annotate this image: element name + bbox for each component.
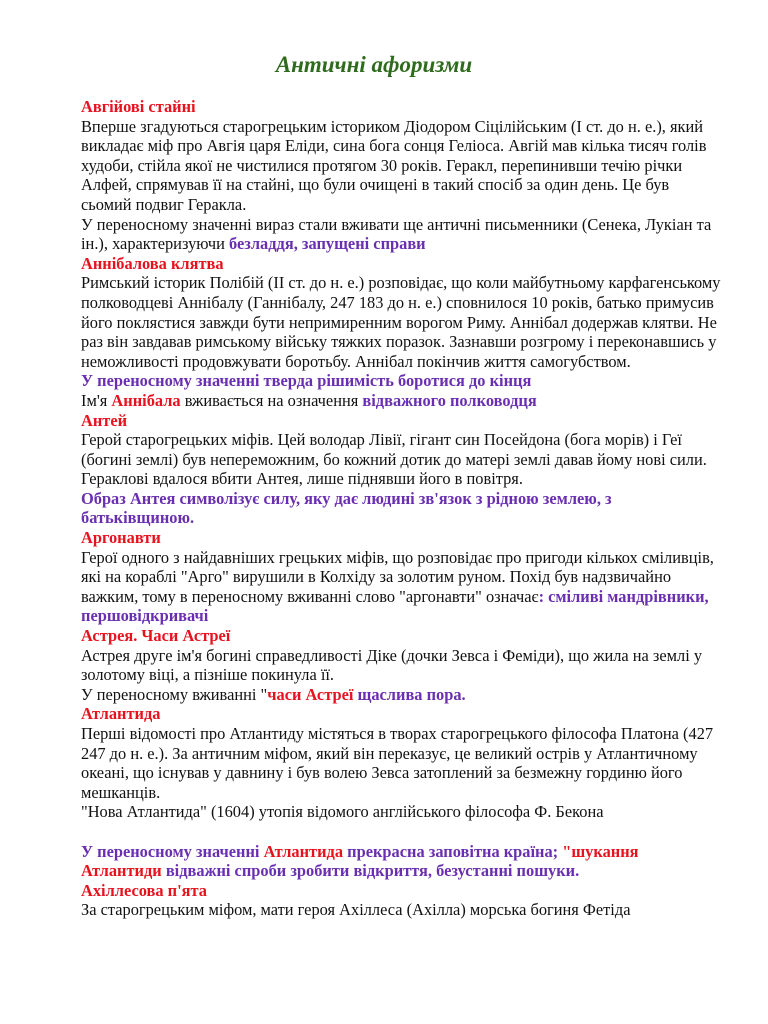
- highlight-meaning: : сміливі мандрівники, першовідкривачі: [81, 586, 709, 626]
- paragraph-augean-origin: Вперше згадуються старогрецьким істориком Діодором Сіцілійським (І ст. до н. е.), який викладає міф про Авгія царя Еліди, сина бога сонця Геліоса. Авгій мав кілька тисяч голів худоби, стійла якої не чистилися протягом 30 років. Геракл, перепинивши течію річки Алфей, спрямував її на стайні, що були очищені в такий спосіб за один день. Це був сьомий подвиг Геракла.: [81, 116, 707, 214]
- highlight-term: "шукання Атлантиди: [81, 841, 639, 881]
- highlight-meaning: відважного полководця: [362, 390, 537, 410]
- heading-astraea: Астрея. Часи Астреї: [81, 626, 231, 646]
- paragraph-augean-meaning: [81, 215, 721, 254]
- paragraph-hannibal-name: [81, 391, 721, 411]
- paragraph-astraea-story: Астрея друге ім'я богині справедливості Діке (дочки Зевса і Феміди), що жила на землі у золотому віці, а пізніше покинула її.: [81, 645, 703, 685]
- paragraph-astraea-meaning: [81, 685, 721, 705]
- heading-augean-stables: Авгійові стайні: [81, 97, 196, 116]
- highlight-term: Атлантида: [263, 841, 344, 861]
- heading-antaeus: Антей: [81, 410, 128, 430]
- spacer: [81, 822, 721, 842]
- page-title: Античні афоризми: [275, 52, 473, 77]
- text: У переносному вживанні ": [81, 684, 268, 704]
- paragraph-hannibal-story: Римський історик Полібій (II ст. до н. е.) розповідає, що коли майбутньому карфагенському полководцеві Аннібалу (Ганнібалу, 247 183 до н. е.) сповнилося 10 років, батько примусив його поклястися завжди бути непримиренним ворогом Риму. Аннібал додержав клятви. Не раз він завдавав римському війську тяжких поразок. Зазнавши розгрому і переконавшись у неможливості продовжувати боротьбу. Аннібал покінчив життя самогубством.: [81, 273, 721, 371]
- heading-argonauts: Аргонавти: [81, 528, 161, 548]
- text: Ім'я: [81, 390, 112, 410]
- document-body: [81, 97, 721, 920]
- paragraph-antaeus-story: Герой старогрецьких міфів. Цей володар Лівії, гігант син Посейдона (бога морів) і Геї (богині землі) був непереможним, бо кожний дотик до матері землі давав йому нові сили. Гераклові вдалося вбити Антея, лише піднявши його в повітря.: [81, 430, 707, 489]
- heading-hannibal-oath: Аннібалова клятва: [81, 253, 224, 273]
- paragraph-new-atlantis: "Нова Атлантида" (1604) утопія відомого англійського філософа Ф. Бекона: [81, 802, 604, 822]
- highlight-meaning: У переносному значенні: [81, 841, 264, 861]
- paragraph-achilles-story: За старогрецьким міфом, мати героя Ахіллеса (Ахілла) морська богиня Фетіда: [81, 900, 631, 920]
- heading-achilles-heel: Ахіллесова п'ята: [81, 880, 207, 900]
- highlight-meaning: безладдя, запущені справи: [229, 234, 426, 254]
- highlight-meaning: відважні спроби зробити відкриття, безустанні пошуки.: [161, 861, 580, 881]
- paragraph-atlantis-meaning: [81, 842, 721, 881]
- text: вживається на означення: [180, 390, 363, 410]
- paragraph-antaeus-meaning: Образ Антея символізує силу, яку дає людині зв'язок з рідною землею, з батьківщиною.: [81, 488, 612, 528]
- paragraph-argonauts: [81, 548, 721, 626]
- highlight-meaning: прекрасна заповітна країна;: [343, 841, 563, 861]
- highlight-meaning: щаслива пора.: [353, 684, 466, 704]
- heading-atlantis: Атлантида: [81, 704, 161, 724]
- highlight-term: часи Астреї: [267, 684, 354, 704]
- paragraph-atlantis-story: Перші відомості про Атлантиду містяться в творах старогрецького філософа Платона (427 247 до н. е.). За античним міфом, який він переказує, це великий острів у Атлантичному океані, що існував у давнину і був волею Зевса затоплений за безмежну гординю його мешканців.: [81, 724, 714, 802]
- text: Герої одного з найдавніших грецьких міфів, що розповідає про пригоди кількох сміливців, які на кораблі "Арго" вирушили в Колхіду за золотим руном. Похід був надзвичайно важким, тому в переносному вживанні слово "аргонавти" означає: [81, 547, 714, 606]
- highlight-name: Аннібала: [111, 390, 181, 410]
- text: У переносному значенні вираз стали вживати ще античні письменники (Сенека, Лукіан та ін.), характеризуючи: [81, 214, 712, 254]
- paragraph-hannibal-meaning: У переносному значенні тверда рішимість боротися до кінця: [81, 371, 532, 391]
